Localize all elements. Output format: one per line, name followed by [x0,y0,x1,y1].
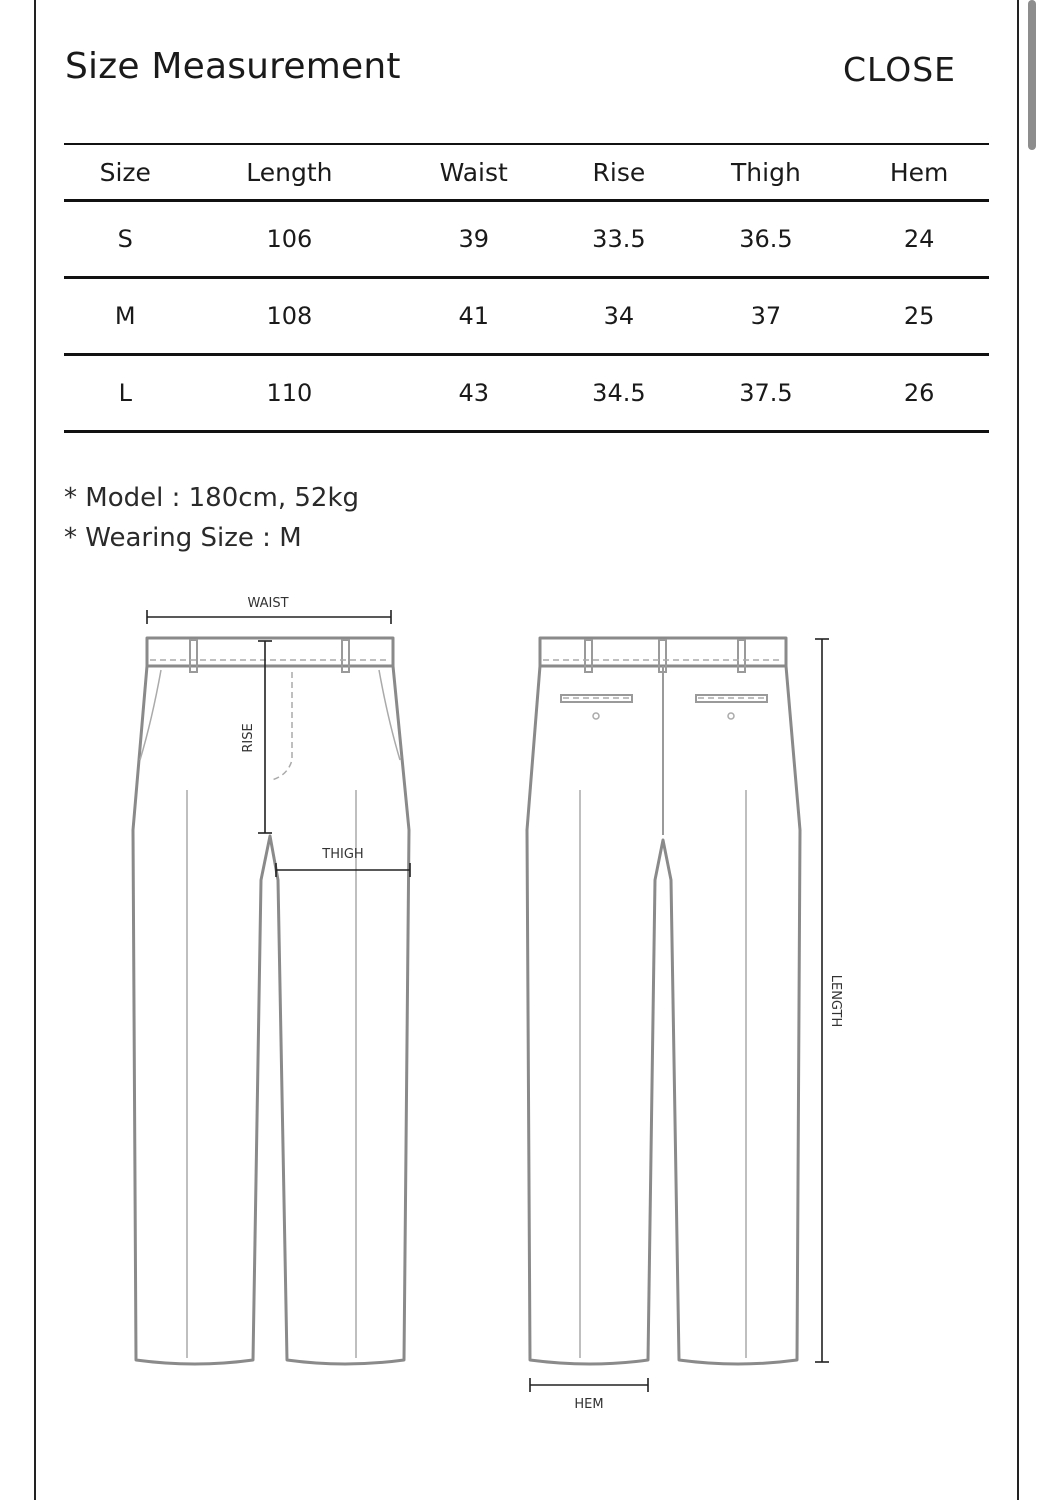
table-cell: 37.5 [683,355,850,432]
column-header-length: Length [187,144,393,201]
table-cell: L [64,355,187,432]
table-cell: 39 [392,201,555,278]
hem-label: HEM [574,1397,604,1412]
front-pants-illustration [133,638,409,1364]
page-title: Size Measurement [65,46,401,87]
table-cell: 106 [187,201,393,278]
hem-measure-line [530,1378,648,1392]
column-header-waist: Waist [392,144,555,201]
close-button[interactable]: CLOSE [843,50,957,89]
table-cell: 36.5 [683,201,850,278]
thigh-measure-line [276,863,410,877]
rise-measure-line [258,641,272,833]
table-cell: 25 [849,278,989,355]
wearing-size-note: * Wearing Size : M [64,523,302,553]
waist-measure-line [147,610,391,624]
table-cell: 43 [392,355,555,432]
table-cell: 34 [555,278,683,355]
table-cell: S [64,201,187,278]
column-header-hem: Hem [849,144,989,201]
thigh-label: THIGH [322,847,364,862]
rise-label: RISE [241,723,256,753]
model-note: * Model : 180cm, 52kg [64,483,360,513]
column-header-rise: Rise [555,144,683,201]
length-label: LENGTH [828,974,843,1028]
table-cell: 110 [187,355,393,432]
table-cell: 26 [849,355,989,432]
length-measure-line [815,639,829,1362]
column-header-thigh: Thigh [683,144,850,201]
table-cell: 34.5 [555,355,683,432]
table-cell: 41 [392,278,555,355]
table-cell: 33.5 [555,201,683,278]
column-header-size: Size [64,144,187,201]
table-cell: 108 [187,278,393,355]
waist-label: WAIST [247,596,289,611]
table-cell: 37 [683,278,850,355]
table-cell: 24 [849,201,989,278]
table-cell: M [64,278,187,355]
